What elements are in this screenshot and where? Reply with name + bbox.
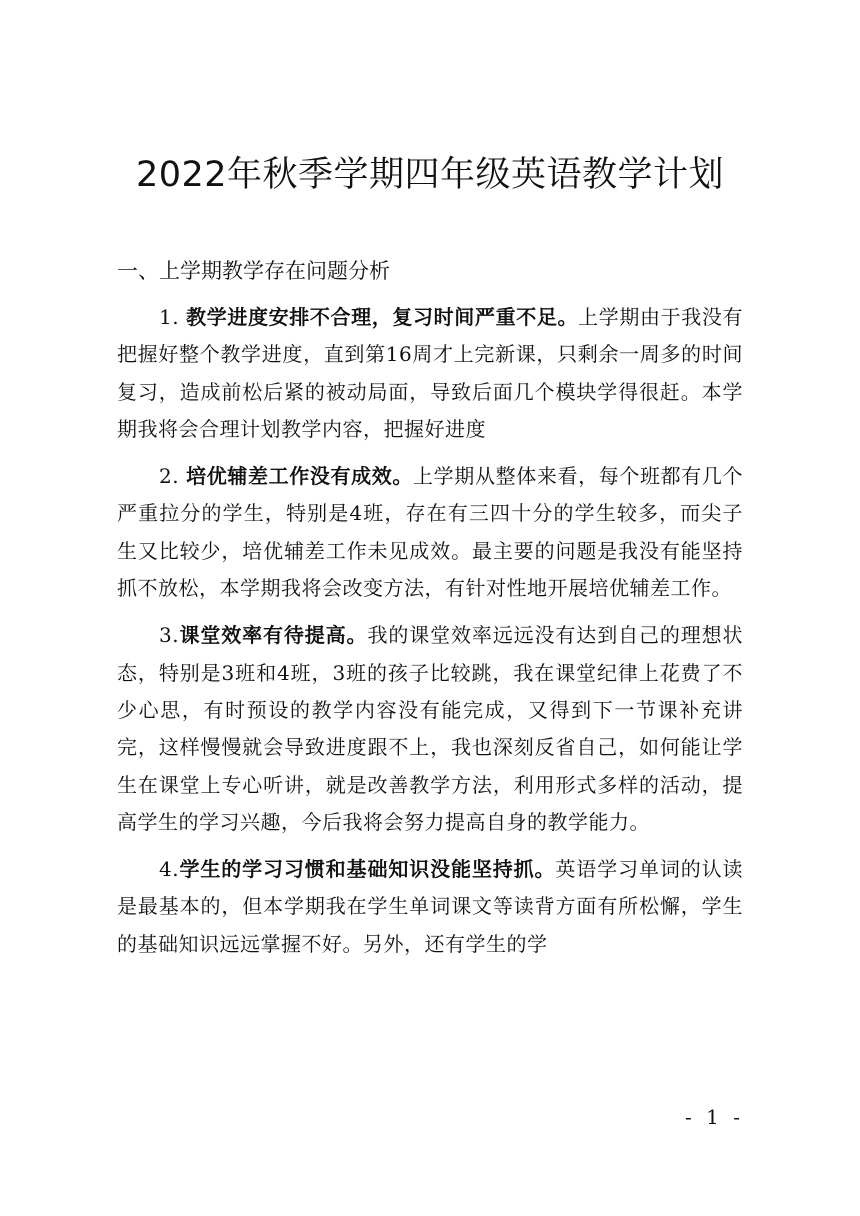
paragraph-text: 上学期由于我没有把握好整个教学进度，直到第16周才上完新课，只剩余一周多的时间复习，造成前松后紧的被动局面，导致后面几个模块学得很赶。本学期我将会合理计划教学内容，把握好进度 (117, 305, 744, 441)
section-heading: 一、上学期教学存在问题分析 (117, 259, 390, 283)
paragraph-2 (117, 458, 743, 607)
document-title: 2022年秋季学期四年级英语教学计划 (135, 155, 725, 195)
paragraph-3 (117, 617, 743, 841)
paragraph-text: 英语学习单词的认读是最基本的，但本学期我在学生单词课文等读背方面有所松懈，学生的基础知识远远掌握不好。另外，还有学生的学 (117, 857, 744, 956)
paragraph-1 (117, 299, 743, 448)
paragraph-4 (117, 851, 743, 963)
paragraph-text: 我的课堂效率远远没有达到自己的理想状态，特别是3班和4班，3班的孩子比较跳，我在课堂纪律上花费了不少心思，有时预设的教学内容没有能完成，又得到下一节课补充讲完，这样慢慢就会导致进度跟不上，我也深刻反省自己，如何能让学生在课堂上专心听讲，就是改善教学方法，利用形式多样的活动，提高学生的学习兴趣，今后我将会努力提高自身的教学能力。 (117, 623, 744, 834)
paragraph-number: 4. (159, 857, 180, 882)
page-number: - 1 - (685, 1105, 744, 1129)
paragraph-number: 2. (159, 464, 180, 489)
paragraph-lead: 学生的学习习惯和基础知识没能坚持抓。 (179, 857, 556, 882)
paragraph-number: 3. (159, 623, 180, 648)
paragraph-text: 上学期从整体来看，每个班都有几个严重拉分的学生，特别是4班，存在有三四十分的学生较多，而尖子生又比较少，培优辅差工作未见成效。最主要的问题是我没有能坚持抓不放松，本学期我将会改变方法，有针对性地开展培优辅差工作。 (117, 464, 744, 601)
document-body (117, 299, 743, 963)
paragraph-lead: 课堂效率有待提高。 (179, 623, 368, 648)
paragraph-number: 1. (159, 305, 180, 329)
paragraph-lead: 教学进度安排不合理，复习时间严重不足。 (186, 305, 579, 329)
paragraph-lead: 培优辅差工作没有成效。 (186, 464, 414, 489)
